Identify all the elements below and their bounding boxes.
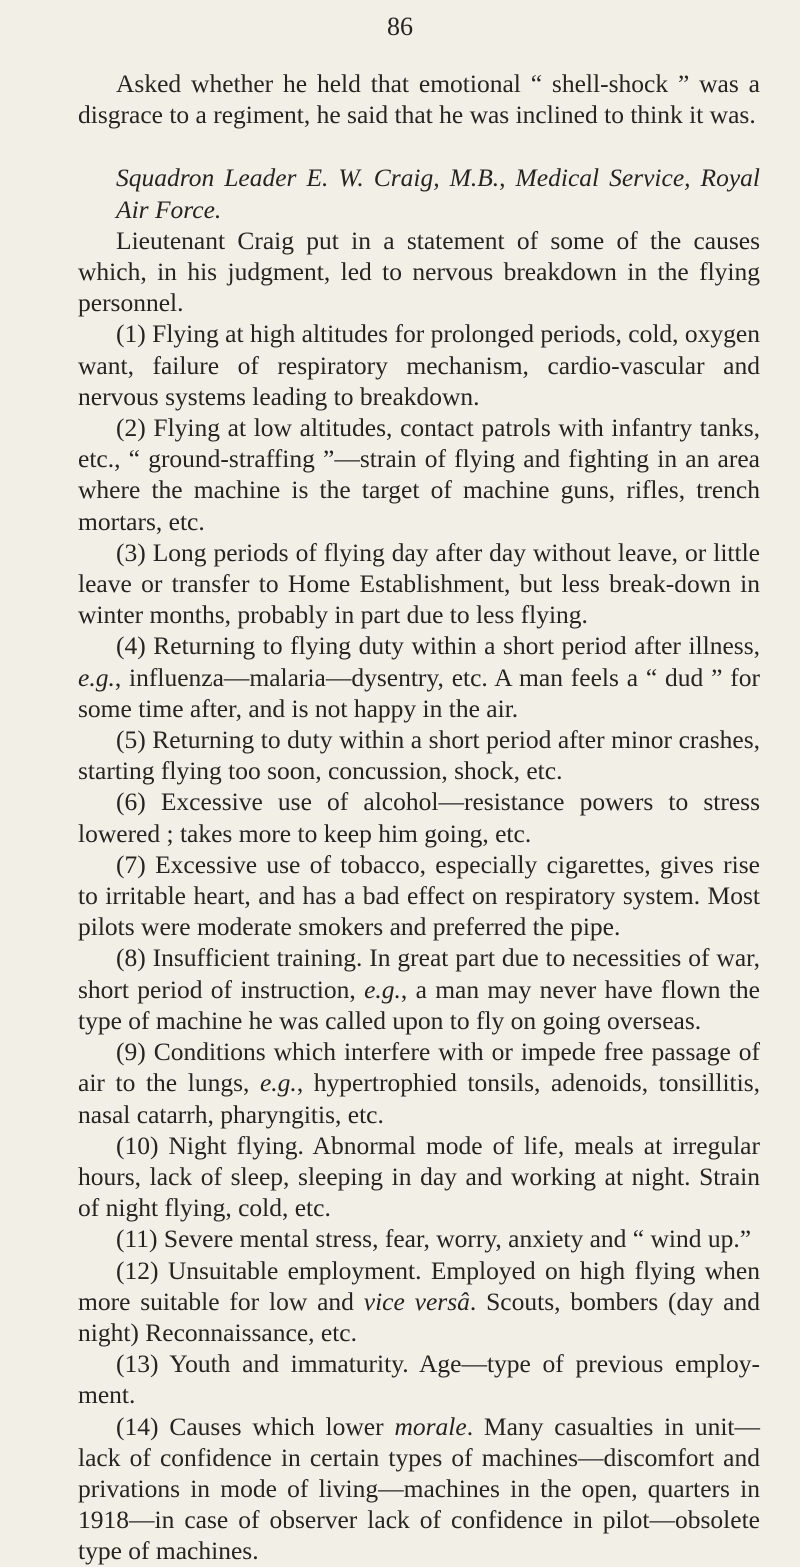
cause-item-8 (78, 942, 760, 1036)
cause-item-2: (2) Flying at low altitudes, contact patrols with infantry tanks, etc., “ ground-straffing ”—strain of flying and fighting in an area where the machine is the target of machine guns, rifles, trench mortars, etc. (78, 413, 760, 536)
cause-item-1: (1) Flying at high altitudes for prolonged periods, cold, oxygen want, failure of respiratory mechanism, cardio-vascular and nervous systems leading to breakdown. (78, 319, 760, 411)
cause-item-9-text-a: (9) Conditions which interfere with or impede free passage of air to the lungs, (78, 1037, 760, 1098)
cause-item-14-text-a: (14) Causes which lower (116, 1411, 395, 1441)
cause-item-4 (78, 630, 760, 724)
cause-item-3: (3) Long periods of flying day after day without leave, or little leave or transfer to Home Establishment, but less break-down in winter months, probably in part due to less flying. (78, 537, 760, 630)
witness-heading: Squadron Leader E. W. Craig, M.B., Medical Service, Royal Air Force. (116, 163, 760, 224)
cause-item-14-text-b: . Many casualties in unit—lack of confidence in certain types of machines—discomfort and privations in mode of living—machines in the open, quarters in 1918—in case of observer lack of confidence in pilot—obsolete type of machines. (78, 1411, 761, 1566)
cause-item-12-text-b: . Scouts, bombers (day and night) Reconnaissance, etc. (78, 1286, 760, 1347)
cause-item-8-italic: e.g. (364, 974, 401, 1004)
cause-item-12-italic: vice versâ (363, 1286, 470, 1316)
cause-item-9 (78, 1036, 760, 1130)
cause-item-10: (10) Night flying. Abnormal mode of life, meals at irregular hours, lack of sleep, sleeping in day and working at night. Strain of night flying, cold, etc. (78, 1130, 760, 1223)
cause-item-6: (6) Excessive use of alcohol—resistance powers to stress lowered ; takes more to keep him going, etc. (78, 787, 760, 848)
cause-item-8-text-a: (8) Insufficient training. In great part due to necessities of war, short period of instruction, (78, 943, 760, 1004)
cause-item-14 (78, 1411, 760, 1567)
cause-item-11: (11) Severe mental stress, fear, worry, anxiety and “ wind up.” (116, 1224, 752, 1254)
cause-item-12-text-a: (12) Unsuitable employment. Employed on high flying when more suitable for low and (78, 1255, 760, 1316)
cause-item-12 (78, 1255, 760, 1349)
page-body (78, 68, 760, 1567)
cause-item-7: (7) Excessive use of tobacco, especially cigarettes, gives rise to irritable heart, and has a bad effect on respiratory system. Most pilots were moderate smokers and preferred the pipe. (78, 849, 760, 942)
cause-item-13: (13) Youth and immaturity. Age—type of previous employ-ment. (78, 1349, 760, 1410)
cause-item-9-italic: e.g. (259, 1068, 297, 1098)
cause-item-5: (5) Returning to duty within a short period after minor crashes, starting flying too soon, concussion, shock, etc. (78, 725, 760, 786)
statement-intro: Lieutenant Craig put in a statement of some of the causes which, in his judgment, led to nervous breakdown in the flying personnel. (78, 225, 760, 318)
intro-paragraph: Asked whether he held that emotional “ shell-shock ” was a disgrace to a regiment, he said that he was inclined to think it was. (78, 69, 760, 130)
cause-item-14-italic: morale (394, 1411, 467, 1441)
cause-item-4-text-a: (4) Returning to flying duty within a short period after illness, (116, 631, 760, 661)
cause-item-4-italic: e.g. (78, 662, 115, 692)
cause-item-9-text-b: , hypertrophied tonsils, adenoids, tonsillitis, nasal catarrh, pharyngitis, etc. (78, 1068, 760, 1129)
cause-item-8-text-b: , a man may never have flown the type of machine he was called upon to fly on going overseas. (78, 974, 760, 1035)
page-number: 86 (387, 12, 413, 41)
cause-item-4-text-b: , influenza—malaria—dysentry, etc. A man feels a “ dud ” for some time after, and is not happy in the air. (78, 662, 760, 723)
